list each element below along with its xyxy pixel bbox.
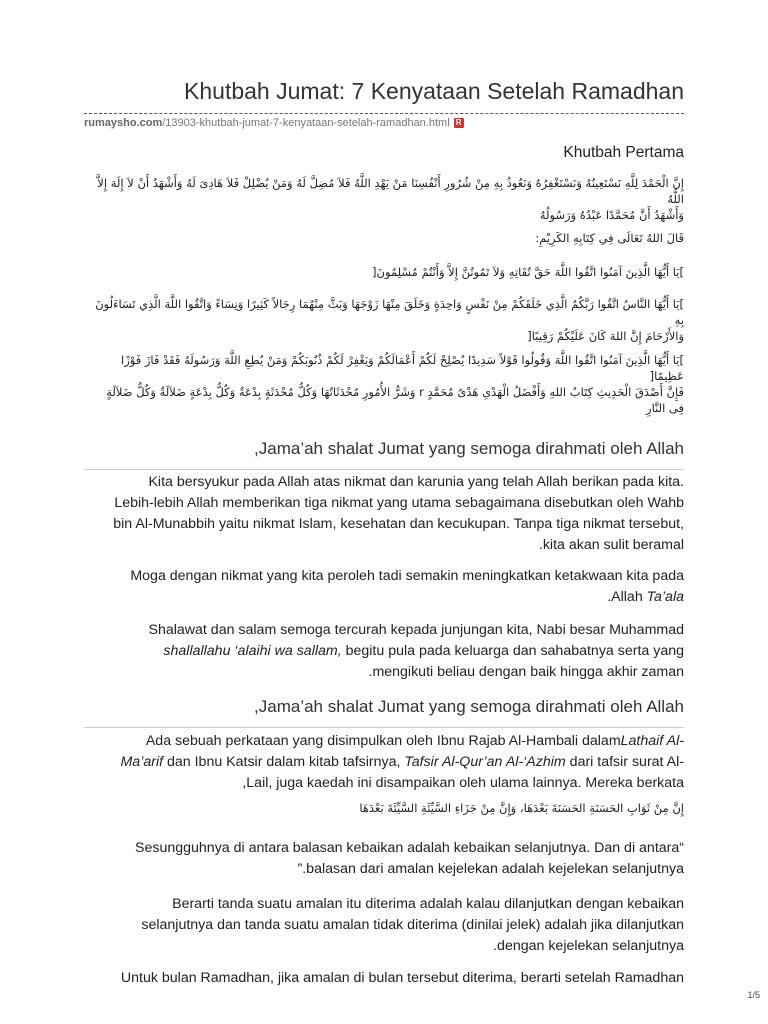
paragraph-1-line-4: .kita akan sulit beramal [538, 537, 684, 553]
heading-1-rule [84, 469, 684, 470]
section-title: Khutbah Pertama [563, 144, 684, 161]
paragraph-4-line-3: ,Lail, juga kaedah ini disampaikan oleh ulama lainnya. Mereka berkata [242, 775, 684, 791]
paragraph-4-plain-a: Ada sebuah perkataan yang disimpulkan oleh Ibnu Rajab Al-Hambali dalam [145, 733, 621, 749]
heading-1: ,Jama’ah shalat Jumat yang semoga dirahmati oleh Allah [254, 439, 684, 458]
paragraph-2-line-1: Moga dengan nikmat yang kita peroleh tadi semakin meningkatkan ketakwaan kita pada [130, 568, 684, 584]
paragraph-4-plain-c: dari tafsir surat Al- [565, 754, 684, 770]
paragraph-1-line-2: Lebih-lebih Allah memberikan tiga nikmat yang utama sebagaimana disebutkan oleh Wahb [114, 495, 684, 511]
paragraph-3-plain: begitu pula pada keluarga dan sahabatnya serta yang [341, 643, 684, 659]
paragraph-1-line-3: bin Al-Munabbih yaitu nikmat Islam, kesehatan dan kecukupan. Tanpa tiga nikmat tersebut, [113, 516, 684, 532]
paragraph-3-italic: shallallahu ‘alaihi wa sallam, [163, 643, 342, 659]
paragraph-4-plain-b: dan Ibnu Katsir dalam kitab tafsirnya, [163, 754, 405, 770]
paragraph-4 [84, 731, 684, 794]
paragraph-2-plain: .Allah [607, 589, 647, 605]
arabic-opening-line-1: إِنَّ الْحَمْدَ لِلَّهِ نَسْتَعِينُهُ وَنَسْتَغْفِرُهُ وَنَعُوذُ بِهِ مِنْ شُرُورِ أَنْفُسِنَا مَنْ يَهْدِ اللَّهُ فَلاَ مُضِلَّ لَهُ وَمَنْ يُضْلِلْ فَلاَ هَادِىَ لَهُ وَأَشْهَدُ أَنْ لاَ إِلَهَ إِلاَّ اللَّهُ [97, 176, 684, 206]
arabic-hadith-line-1: فَإِنَّ أَصْدَقَ الْحَدِيثِ كِتَابُ اللهِ وَأَفْضَلُ الْهَدْىِ هَدْىُ مُحَمَّدٍ r وَشَرُّ الأُمُورِ مُحْدَثَاتُهَا وَكُلُّ مُحْدَثَةٍ بِدْعَةٌ وَكُلُّ بِدْعَةٍ ضَلاَلَةٌ وَكُلُّ ضَلاَلَةٍ [106, 385, 684, 399]
paragraph-2 [84, 566, 684, 608]
paragraph-6 [84, 894, 684, 957]
paragraph-4-italic-b: Ma’arif [120, 754, 164, 770]
page-number: 1/5 [747, 990, 760, 1000]
url-path[interactable]: /13903-khutbah-jumat-7-kenyataan-setelah-ramadhan.html [162, 117, 450, 129]
paragraph-3-line-3: .mengikuti beliau dengan baik hingga akhir zaman [368, 664, 684, 680]
document-title: Khutbah Jumat: 7 Kenyataan Setelah Ramadhan [184, 78, 684, 104]
arabic-hadith-line-2: فِى النَّارِ [646, 401, 684, 415]
paragraph-5-line-1: Sesungguhnya di antara balasan kebaikan adalah kebaikan selanjutnya. Dan di antara“ [135, 840, 684, 856]
heading-2-rule [84, 727, 684, 728]
url-domain[interactable]: rumaysho.com [84, 117, 163, 129]
arabic-verse-3: ]يَا أَيُّهَا الَّذِينَ آمَنُوا اتَّقُوا اللَّهَ وَقُولُوا قَوْلاً سَدِيدًا يُصْلِحْ لَكُمْ أَعْمَالَكُمْ وَيَغْفِرْ لَكُمْ ذُنُوبَكُمْ وَمَنْ يُطِعِ اللَّهَ وَرَسُولَهُ فَقَدْ فَازَ فَوْزًا عَظِيمًا[ [121, 353, 684, 383]
paragraph-2-italic: Ta’ala [646, 589, 684, 605]
paragraph-5-line-2: ”.balasan dari amalan kejelekan adalah kejelekan selanjutnya [297, 861, 684, 877]
arabic-verse-1: ]يَا أَيُّهَا الَّذِينَ آمَنُوا اتَّقُوا اللَّهَ حَقَّ تُقَاتِهِ وَلاَ تَمُوتُنَّ إِلاَّ وَأَنْتُمْ مُسْلِمُونَ[ [372, 265, 684, 279]
paragraph-1 [84, 472, 684, 556]
paragraph-3-line-2 [84, 641, 684, 662]
arabic-opening-line-2: وَأَشْهَدُ أَنَّ مُحَمَّدًا عَبْدُهُ وَرَسُولُهُ [539, 208, 684, 222]
paragraph-1-line-1: Kita bersyukur pada Allah atas nikmat dan karunia yang telah Allah berikan pada kita. [148, 474, 684, 490]
heading-2: ,Jama’ah shalat Jumat yang semoga dirahmati oleh Allah [254, 697, 684, 716]
paragraph-3-line-1: Shalawat dan salam semoga tercurah kepada junjungan kita, Nabi besar Muhammad [148, 622, 684, 638]
arabic-qala: قَالَ اللهُ تَعَالَى فِي كِتَابِهِ الكَرِيْمِ: [535, 231, 684, 245]
paragraph-7-line-1: Untuk bulan Ramadhan, jika amalan di bulan tersebut diterima, berarti setelah Ramadhan [120, 970, 684, 986]
paragraph-3 [84, 620, 684, 683]
paragraph-6-line-1: Berarti tanda suatu amalan itu diterima adalah kalau dilanjutkan dengan kebaikan [172, 896, 684, 912]
source-url[interactable] [84, 116, 684, 130]
arabic-verse-2-line-2: وَالأَرْحَامَ إِنَّ اللهَ كَانَ عَلَيْكُمْ رَقِيبًا[ [527, 329, 684, 343]
paragraph-7 [84, 968, 684, 989]
paragraph-5 [84, 838, 684, 880]
paragraph-4-line-2 [84, 752, 684, 773]
arabic-verse-2-line-1: ]يَا أَيُّهَا النَّاسُ اتَّقُوا رَبَّكُمُ الَّذِي خَلَقَكُمْ مِنْ نَفْسٍ وَاحِدَةٍ وَخَلَقَ مِنْهَا زَوْجَهَا وَبَثَّ مِنْهُمَا رِجَالاً كَثِيرًا وَنِسَاءً وَاتَّقُوا اللَّهَ الَّذِي تَسَاءَلُونَ بِهِ [95, 297, 684, 327]
paragraph-4-italic-c: Tafsir Al-Qur’an Al-‘Azhim [404, 754, 566, 770]
paragraph-6-line-2: selanjutnya dan tanda suatu amalan tidak diterima (dinilai jelek) adalah jika dilanjutkan [141, 917, 684, 933]
paragraph-4-italic-a: Lathaif Al- [620, 733, 684, 749]
paragraph-2-line-2 [84, 587, 684, 608]
paragraph-6-line-3: .dengan kejelekan selanjutnya [493, 938, 684, 954]
arabic-saying: إِنَّ مِنْ ثَوَابِ الحَسَنَةِ الحَسَنَةَ بَعْدَهَا، وَإِنَّ مِنْ جَزَاءِ السَّيِّئَةِ السَّيِّئَةَ بَعْدَهَا [359, 801, 684, 815]
rss-icon[interactable]: R [454, 118, 464, 128]
paragraph-4-line-1 [84, 731, 684, 752]
